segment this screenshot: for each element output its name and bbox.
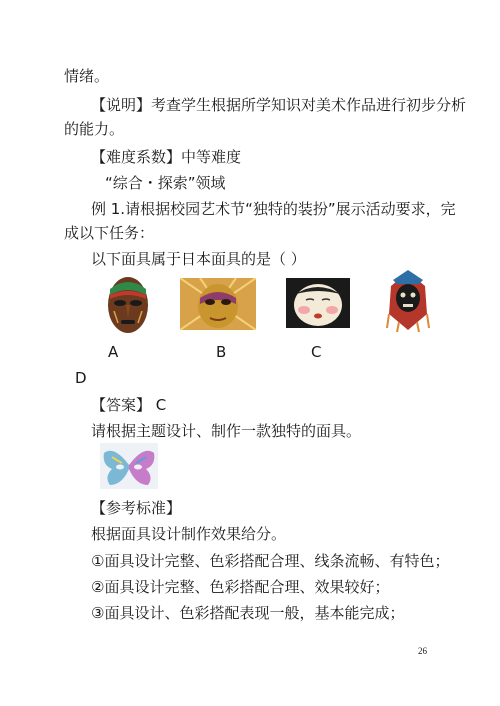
criterion-item: ③面具设计、色彩搭配表现一般，基本能完成；: [91, 604, 405, 622]
mask-c-image: [286, 278, 350, 328]
sample-mask-image: [100, 443, 158, 489]
text-line: 例 1.请根据校园艺术节“独特的装扮”展示活动要求，完: [91, 200, 456, 218]
text-line: “综合・探索”领域: [105, 174, 226, 192]
question-text: 以下面具属于日本面具的是（ ）: [91, 250, 306, 268]
criterion-item: ①面具设计完整、色彩搭配合理、线条流畅、有特色；: [91, 552, 450, 570]
text-line: 【说明】考查学生根据所学知识对美术作品进行初步分析: [91, 96, 467, 114]
reference-intro: 根据面具设计制作效果给分。: [91, 525, 287, 543]
criterion-item: ②面具设计完整、色彩搭配合理、效果较好；: [91, 578, 390, 596]
text-line: 成以下任务：: [64, 224, 155, 242]
reference-heading: 【参考标准】: [91, 499, 182, 517]
text-line: 的能力。: [64, 120, 125, 138]
option-b-label: B: [216, 343, 227, 361]
mask-a-image: [104, 275, 152, 335]
text-line: 【难度系数】中等难度: [91, 148, 242, 166]
option-d-label: D: [75, 369, 87, 387]
text-line: 情绪。: [64, 67, 110, 85]
mask-d-image: [385, 270, 431, 332]
page-number: 26: [418, 646, 427, 656]
task-text: 请根据主题设计、制作一款独特的面具。: [91, 422, 362, 440]
mask-b-image: [180, 278, 256, 330]
answer-text: 【答案】 C: [91, 396, 167, 414]
option-a-label: A: [108, 343, 119, 361]
option-c-label: C: [311, 343, 322, 361]
